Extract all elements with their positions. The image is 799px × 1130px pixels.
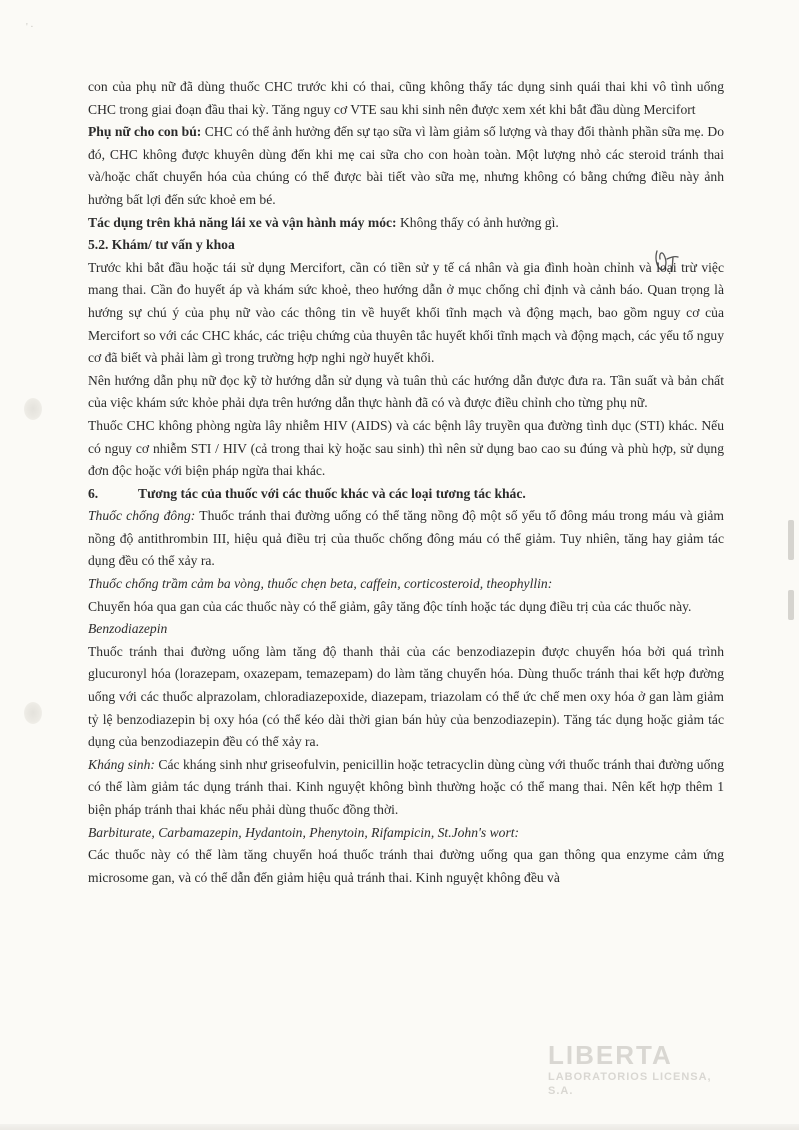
- paragraph-pregnancy-continued: con của phụ nữ đã dùng thuốc CHC trước khi có thai, cũng không thấy tác dụng sinh quái thai khi vô tình uống CHC trong giai đoạn đầu thai kỳ. Tăng nguy cơ VTE sau khi sinh nên được xem xét khi bắt đầu dùng Mercifort: [88, 79, 724, 117]
- antibiotic-label: Kháng sinh:: [88, 756, 155, 772]
- benzodiazepine-label: Benzodiazepin: [88, 621, 168, 637]
- stamp-line-2: LABORATORIOS LICENSA, S.A.: [548, 1071, 712, 1097]
- paragraph-anticoagulant: [88, 505, 724, 573]
- stamp-line-1: LIBERTA: [548, 1040, 673, 1070]
- anticoagulant-text: Thuốc tránh thai đường uống có thể tăng nồng độ một số yếu tố đông máu trong máu và giảm nồng độ antithrombin III, hiệu quả điều trị của thuốc chống đông máu có thể giảm. Tuy nhiên, tăng hay giảm tác dụng đều có thể xảy ra.: [88, 508, 724, 569]
- paragraph-medical-exam: Trước khi bắt đầu hoặc tái sử dụng Mercifort, cần có tiền sử y tế cá nhân và gia đình hoàn chỉnh và loại trừ việc mang thai. Cần đo huyết áp và khám sức khoẻ, theo hướng dẫn ở mục chống chỉ định và cảnh báo. Quan trọng là hướng sự chú ý của phụ nữ vào các thông tin về huyết khối tĩnh mạch và động mạch, bao gồm nguy cơ của Mercifort so với các CHC khác, các triệu chứng của thuyên tắc huyết khối tĩnh mạch và động mạch, các yếu tố nguy cơ đã biết và phải làm gì trong trường hợp nghi ngờ huyết khối.: [88, 259, 724, 366]
- paragraph-antibiotic: [88, 754, 724, 822]
- antibiotic-text: Các kháng sinh như griseofulvin, penicillin hoặc tetracyclin dùng cùng với thuốc tránh thai đường uống có thể làm giảm tác dụng tránh thai. Kinh nguyệt không bình thường hoặc có thể mang thai. Nên kết hợp thêm 1 biện pháp tránh thai khác nếu phải dùng thuốc đồng thời.: [88, 756, 724, 817]
- paragraph-antidepressant: Chuyển hóa qua gan của các thuốc này có thể giảm, gây tăng độc tính hoặc tác dụng điều trị của các thuốc này.: [88, 598, 692, 614]
- edge-mark: [788, 520, 794, 560]
- driving-label: Tác dụng trên khả năng lái xe và vận hành máy móc:: [88, 214, 397, 230]
- paragraph-barbiturate: Các thuốc này có thể làm tăng chuyển hoá thuốc tránh thai đường uống qua gan thông qua enzyme cảm ứng microsome gan, và có thể dẫn đến giảm hiệu quả tránh thai. Kinh nguyệt không đều và: [88, 847, 724, 885]
- lactation-text: CHC có thể ảnh hưởng đến sự tạo sữa vì làm giảm số lượng và thay đổi thành phần sữa mẹ. Do đó, CHC không được khuyên dùng đến khi mẹ cai sữa cho con hoàn toàn. Một lượng nhỏ các steroid tránh thai và/hoặc chất chuyển hóa của chúng có thể được bài tiết vào sữa mẹ, nhưng không có bằng chứng điều này ảnh hưởng bất lợi đến sức khoẻ em bé.: [88, 124, 724, 207]
- antidepressant-label: Thuốc chống trầm cảm ba vòng, thuốc chẹn beta, caffein, corticosteroid, theophyllin:: [88, 576, 553, 592]
- corner-mark: ' ·: [26, 22, 34, 33]
- paragraph-lactation: [88, 121, 724, 211]
- edge-mark: [788, 590, 794, 620]
- paragraph-hiv: Thuốc CHC không phòng ngừa lây nhiễm HIV (AIDS) và các bệnh lây truyền qua đường tình dục (STI) khác. Nếu có nguy cơ nhiễm STI / HIV (cả trong thai kỳ hoặc sau sinh) thì nên sử dụng bao cao su đúng và phù hợp, sử dụng đơn độc hoặc với biện pháp ngừa thai khác.: [88, 417, 724, 479]
- document-body: [88, 76, 724, 889]
- lactation-label: Phụ nữ cho con bú:: [88, 124, 202, 140]
- bottom-edge: [0, 1124, 799, 1130]
- punch-hole-lower: [24, 702, 42, 724]
- faded-stamp: [548, 1040, 718, 1097]
- driving-text: Không thấy có ảnh hưởng gì.: [396, 214, 559, 230]
- paragraph-driving: [88, 212, 724, 235]
- paragraph-instructions: Nên hướng dẫn phụ nữ đọc kỹ tờ hướng dẫn sử dụng và tuân thủ các hướng dẫn được đưa ra. Tần suất và bản chất của việc khám sức khỏe phải dựa trên hướng dẫn thực hành đã có và được điều chỉnh cho từng phụ nữ.: [88, 372, 724, 411]
- section-number: 6.: [88, 485, 99, 501]
- anticoagulant-label: Thuốc chống đông:: [88, 508, 196, 524]
- punch-hole-upper: [24, 398, 42, 420]
- section-heading-5-2: 5.2. Khám/ tư vấn y khoa: [88, 237, 235, 253]
- paragraph-benzodiazepine: Thuốc tránh thai đường uống làm tăng độ thanh thải của các benzodiazepin được chuyển hóa bởi quá trình glucuronyl hóa (lorazepam, oxazepam, temazepam) do làm tăng chuyển hóa. Dùng thuốc tránh thai kết hợp đường uống với các thuốc alprazolam, chloradiazepoxide, diazepam, triazolam có thể ức chế men oxy hóa ở gan làm giảm tỷ lệ benzodiazepin bị oxy hóa (có thể kéo dài thời gian bán hủy của benzodiazepin). Tăng tác dụng hoặc giảm tác dụng của benzodiazepin đều có thể xảy ra.: [88, 643, 724, 750]
- section-title: Tương tác của thuốc với các thuốc khác và các loại tương tác khác.: [138, 485, 526, 501]
- barbiturate-label: Barbiturate, Carbamazepin, Hydantoin, Phenytoin, Rifampicin, St.John's wort:: [88, 824, 520, 840]
- section-heading-6: [88, 483, 724, 506]
